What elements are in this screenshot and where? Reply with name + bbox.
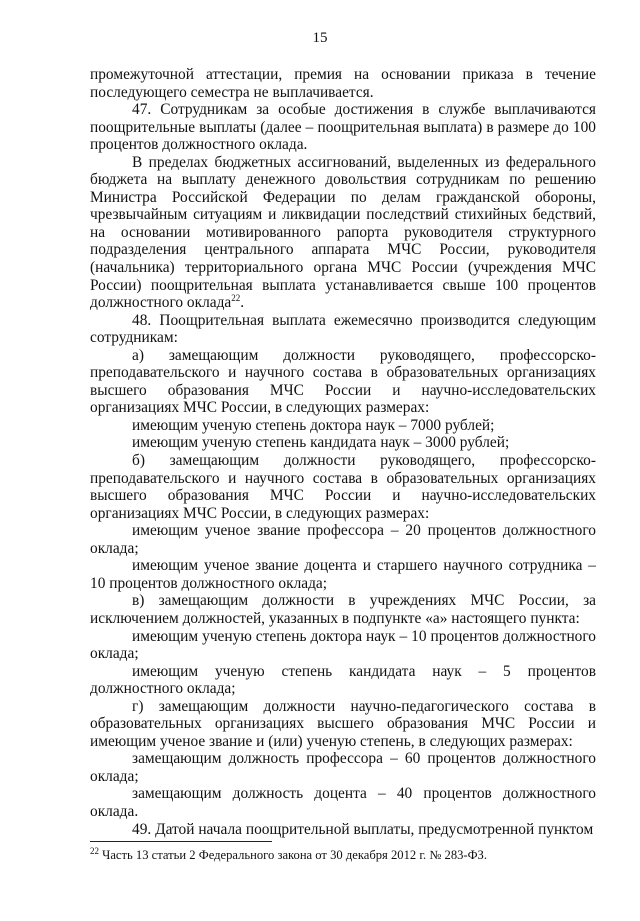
page-number: 15	[312, 30, 328, 46]
paragraph: в) замещающим должности в учреждениях МЧС России, за исключением должностей, указанных в подпункте «а» настоящего пункта:	[90, 592, 596, 627]
paragraph: промежуточной аттестации, премия на основании приказа в течение последующего семестра не выплачивается.	[90, 66, 596, 101]
footnote-text: Часть 13 статьи 2 Федерального закона от 30 декабря 2012 г. № 283-ФЗ.	[102, 848, 488, 862]
footnote-reference: 22	[231, 292, 241, 303]
paragraph-end: .	[240, 294, 245, 312]
paragraph: б) замещающим должности руководящего, профессорско-преподавательского и научного состава в образовательных организациях высшего образования МЧС России и научно-исследовательских организациях МЧС России, в следующих размерах:	[90, 452, 596, 522]
paragraph: замещающим должность профессора – 60 процентов должностного оклада;	[90, 750, 596, 785]
paragraph: имеющим ученую степень кандидата наук – 5 процентов должностного оклада;	[90, 662, 596, 698]
footnote	[90, 845, 596, 863]
paragraph-text: В пределах бюджетных ассигнований, выделенных из федерального бюджета на выплату денежного довольствия сотрудникам по решению Министра Российской Федерации по делам гражданской обороны, чрезвычайным ситуациям и ликвидации последствий стихийных бедствий, на основании мотивированного рапорта руководителя структурного подразделения центрального аппарата МЧС России, руководителя (начальника) территориального органа МЧС России (учреждения МЧС России) поощрительная выплата устанавливается свыше 100 процентов должностного оклада	[90, 153, 596, 312]
paragraph: 49. Датой начала поощрительной выплаты, предусмотренной пунктом	[132, 820, 594, 838]
paragraph: г) замещающим должности научно-педагогического состава в образовательных организациях высшего образования МЧС России и имеющим ученое звание и (или) ученую степень, в следующих размерах:	[90, 697, 596, 750]
paragraph: имеющим ученую степень кандидата наук – 3000 рублей;	[132, 434, 510, 452]
paragraph: а) замещающим должности руководящего, профессорско-преподавательского и научного состава в образовательных организациях высшего образования МЧС России и научно-исследовательских организациях МЧС России, в следующих размерах:	[90, 346, 596, 417]
footnote-mark: 22	[90, 845, 99, 856]
paragraph: 48. Поощрительная выплата ежемесячно производится следующим сотрудникам:	[90, 311, 596, 347]
paragraph: имеющим ученую степень доктора наук – 7000 рублей;	[132, 416, 495, 434]
body-text	[90, 66, 596, 838]
paragraph: 47. Сотрудникам за особые достижения в службе выплачиваются поощрительные выплаты (далее – поощрительная выплата) в размере до 100 процентов должностного оклада.	[90, 101, 596, 154]
paragraph	[90, 154, 596, 312]
paragraph: имеющим ученое звание профессора – 20 процентов должностного оклада;	[90, 522, 596, 557]
paragraph: имеющим ученое звание доцента и старшего научного сотрудника – 10 процентов должностного оклада;	[90, 557, 596, 592]
paragraph: имеющим ученую степень доктора наук – 10 процентов должностного оклада;	[90, 627, 596, 663]
footnote-divider	[90, 841, 272, 842]
paragraph: замещающим должность доцента – 40 процентов должностного оклада.	[90, 785, 596, 820]
